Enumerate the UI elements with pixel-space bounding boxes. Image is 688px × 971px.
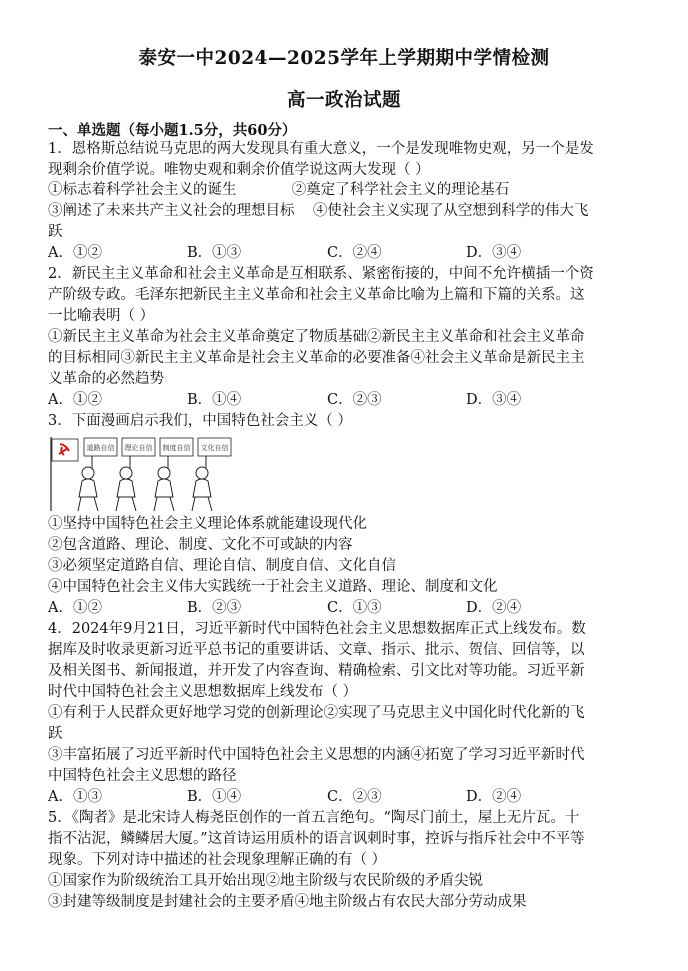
q3-stem-line: 3．下面漫画启示我们，中国特色社会主义（ ）: [48, 413, 352, 429]
q2-option-c[interactable]: C．②③: [327, 392, 382, 408]
q1-statement-line: [48, 201, 656, 222]
q4-stem-line: 据库及时收录更新习近平总书记的重要讲话、文章、指示、批示、贺信、回信等，以: [48, 642, 585, 658]
q3-statement-2: ②包含道路、理论、制度、文化不可或缺的内容: [48, 537, 353, 553]
sign-holder-1: [78, 438, 117, 511]
q4-stem-line: 及相关图书、新闻报道，并开发了内容查询、精确检索、引文比对等功能。习近平新: [48, 663, 585, 679]
q2-option-d[interactable]: D．③④: [466, 392, 522, 408]
section-heading: 一、单选题（每小题1.5分，共60分）: [48, 122, 297, 139]
q4-option-d[interactable]: D．②④: [466, 789, 522, 805]
sign-holder-3: [154, 438, 193, 511]
q1-option-a[interactable]: A．①②: [48, 245, 102, 261]
q2-statement-line: ①新民主主义革命为社会主义革命奠定了物质基础②新民主主义革命和社会主义革命: [48, 329, 585, 345]
q1-options: [48, 243, 656, 264]
sign-text-1: 道路自信: [86, 444, 115, 452]
q4-option-b[interactable]: B．①④: [187, 789, 242, 805]
q2-statement-line: 义革命的必然趋势: [48, 371, 164, 387]
q1-statement-3: ③阐述了未来共产主义社会的理想目标 ④使社会主义实现了从空想到科学的伟大飞: [48, 203, 589, 219]
q5-stem-line: 5．《陶者》是北宋诗人梅尧臣创作的一首五言绝句。“陶尽门前土，屋上无片瓦。十: [48, 810, 580, 826]
q4-option-c[interactable]: C．②③: [327, 789, 382, 805]
q1-statement-1: ①标志着科学社会主义的诞生 ②奠定了科学社会主义的理论基石: [48, 182, 510, 198]
exam-title: 泰安一中2024—2025学年上学期期中学情检测: [138, 48, 550, 69]
q3-statement-4: ④中国特色社会主义伟大实践统一于社会主义道路、理论、制度和文化: [48, 579, 498, 595]
q3-option-c[interactable]: C．①③: [327, 600, 382, 616]
q3-statement-1: ①坚持中国特色社会主义理论体系就能建设现代化: [48, 516, 367, 532]
sign-text-2: 理论自信: [124, 444, 153, 452]
q5-statement-line: ①国家作为阶级统治工具开始出现②地主阶级与农民阶级的矛盾尖锐: [48, 873, 483, 889]
q2-option-a[interactable]: A．①②: [48, 392, 102, 408]
q2-stem-line: 产阶级专政。毛泽东把新民主主义革命和社会主义革命比喻为上篇和下篇的关系。这: [48, 287, 585, 303]
q1-statement-line: 跃: [48, 224, 63, 240]
sign-holder-4: [192, 438, 231, 511]
sign-text-4: 文化自信: [200, 444, 229, 452]
q3-statement-3: ③必须坚定道路自信、理论自信、制度自信、文化自信: [48, 558, 396, 574]
q1-stem-line: 现剩余价值学说。唯物史观和剩余价值学说这两大发现（ ）: [48, 162, 430, 178]
party-flag-icon: [51, 437, 78, 511]
cartoon-image: [48, 435, 238, 513]
q5-stem-line: 指不沾泥，鳞鳞居大厦。”这首诗运用质朴的语言讽刺时事，控诉与指斥社会中不平等: [48, 831, 585, 847]
q2-statement-line: 的目标相同③新民主主义革命是社会主义革命的必要准备④社会主义革命是新民主主: [48, 350, 585, 366]
q1-statement-line: [48, 180, 656, 201]
q3-options: [48, 598, 656, 619]
q2-option-b[interactable]: B．①④: [187, 392, 242, 408]
q5-stem-line: 现象。下列对诗中描述的社会现象理解正确的有（ ）: [48, 852, 387, 868]
q2-stem-line: 一比喻表明（ ）: [48, 308, 155, 324]
q3-option-b[interactable]: B．②③: [187, 600, 242, 616]
q2-stem-line: 2．新民主主义革命和社会主义革命是互相联系、紧密衔接的，中间不允许横插一个资: [48, 266, 594, 282]
exam-subtitle: 高一政治试题: [286, 90, 401, 111]
q1-option-d[interactable]: D．③④: [466, 245, 522, 261]
q4-stem-line: 4．2024年9月21日，习近平新时代中国特色社会主义思想数据库正式上线发布。数: [48, 621, 586, 637]
q4-statement-line: 中国特色社会主义思想的路径: [48, 768, 237, 784]
q1-option-b[interactable]: B．①③: [187, 245, 242, 261]
q4-statement-line: 跃: [48, 726, 63, 742]
q2-options: [48, 390, 656, 411]
q3-option-a[interactable]: A．①②: [48, 600, 102, 616]
q4-stem-line: 时代中国特色社会主义思想数据库上线发布（ ）: [48, 684, 358, 700]
q3-option-d[interactable]: D．②④: [466, 600, 522, 616]
q4-options: [48, 787, 656, 808]
q1-option-c[interactable]: C．②④: [327, 245, 382, 261]
q5-statement-line: ③封建等级制度是封建社会的主要矛盾④地主阶级占有农民大部分劳动成果: [48, 894, 527, 910]
sign-holder-2: [116, 438, 155, 511]
q4-statement-line: ③丰富拓展了习近平新时代中国特色社会主义思想的内涵④拓宽了学习习近平新时代: [48, 747, 585, 763]
q4-option-a[interactable]: A．①③: [48, 789, 102, 805]
q1-stem-line: 1．恩格斯总结说马克思的两大发现具有重大意义，一个是发现唯物史观，另一个是发: [48, 141, 594, 157]
q4-statement-line: ①有利于人民群众更好地学习党的创新理论②实现了马克思主义中国化时代化新的飞: [48, 705, 585, 721]
sign-text-3: 制度自信: [162, 444, 191, 452]
